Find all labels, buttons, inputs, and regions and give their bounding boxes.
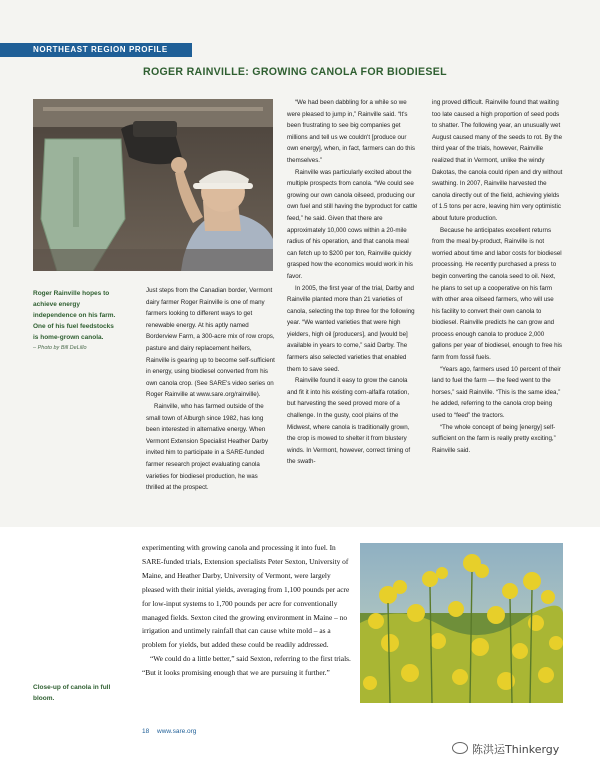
page-number: 18 (142, 728, 150, 735)
article-column-2 (287, 97, 418, 468)
section-banner: NORTHEAST REGION PROFILE (0, 43, 192, 57)
paragraph: “Years ago, farmers used 10 percent of their land to fuel the farm — the feed went to the horses,” said Rainville. “This is the same idea,” he added, referring to the canola crop being used to “feed” the tractors. (432, 365, 561, 420)
paragraph: Because he anticipates excellent returns from the meal by-product, Rainville is not worried about time and labor costs for biodiesel processing. He recently purchased a press to begin converting the canola seed to oil. Next, he plans to set up a cooperative on his farm with other area oilseed farmers, who will use his facility to convert their own canola to biodiesel. Rainville predicts he can grow and process enough canola to produce 2,000 gallons per year of biodiesel, enough to free his farm from fossil fuels. (432, 226, 563, 362)
canola-photo-illustration (360, 543, 563, 703)
paragraph: ing proved difficult. Rainville found that waiting too late caused a high proportion of seed pods to shatter. The following year, an unusually wet August caused many of the seeds to rot. By the third year of the trials, however, Rainville realized that in Vermont, unlike the windy Dakotas, the canola could ripen and dry without swathing. In 2007, Rainville harvested the canola directly out of the field, achieving yields of 1.5 tons per acre, leaving him very optimistic about future production. (432, 99, 563, 222)
paragraph: “We had been dabbling for a while so we were pleased to jump in,” Rainville said. “It's been frustrating to see big companies get millions and tell us we couldn't [produce our own energy], when, in fact, farmers can do this themselves.” (287, 99, 415, 164)
canola-photo-caption: Close-up of canola in full bloom. (33, 684, 111, 702)
photo-caption-text: Roger Rainville hopes to achieve energy independence on his farm. One of his fuel feedstocks is home-grown canola. (33, 290, 116, 341)
canola-photo (360, 543, 563, 703)
article-column-1 (146, 285, 276, 494)
chat-icon (452, 742, 468, 754)
farmer-photo (33, 99, 273, 271)
footer-url[interactable]: www.sare.org (157, 728, 197, 735)
paragraph: Just steps from the Canadian border, Vermont dairy farmer Roger Rainville is one of many farmers looking to different ways to get renewable energy. At his aptly named Borderview Farm, a 300-acre mix of row crops, pasture and dairy replacement heifers, Rainville is gearing up to become self-sufficient in energy, using biodiesel converted from his own canola crop. (See SARE's video series on Roger Rainville at www.sare.org/rainville). (146, 287, 275, 399)
paragraph: “The whole concept of being [energy] self-sufficient on the farm is really pretty exciting,” Rainville said. (432, 423, 556, 454)
paragraph: “We could do a little better,” said Sexton, referring to the first trials. “But it looks promising enough that we are pursuing it further.” (142, 654, 351, 678)
continued-column (142, 541, 354, 680)
paragraph: Rainville was particularly excited about the multiple prospects from canola. “We could see growing our own canola oilseed, producing our own fuel and still having the byproduct for cattle feed,” he said. Given that there are approximately 10,000 cows within a 20-mile radius of his operation, and that canola meal can fetch up to $200 per ton, Rainville quickly grasped how the economics would work in his favor. (287, 168, 418, 280)
farmer-photo-illustration (33, 99, 273, 271)
article-title: ROGER RAINVILLE: GROWING CANOLA FOR BIODIESEL (143, 66, 447, 78)
photo-credit: – Photo by Bill DeLillo (33, 345, 87, 351)
page-footer (142, 728, 196, 735)
paragraph: Rainville, who has farmed outside of the small town of Alburgh since 1982, has long been interested in alternative energy. When Vermont Extension Specialist Heather Darby invited him to participate in a SARE-funded farmer research project evaluating canola varieties for biodiesel production, he was thrilled at the prospect. (146, 402, 269, 492)
paragraph: experimenting with growing canola and processing it into fuel. In SARE-funded trials, Extension specialists Peter Sexton, University of Maine, and Heather Darby, University of Vermont, were largely pleased with their initial yields, averaging from 1,100 pounds per acre for low-input systems to 1,700 pounds per acre for conventionally managed fields. Sexton cited the growing environment in Maine – no irrigation and untimely rainfall that can cause white mold – as a problem for yields, but added these could be readily addressed. (142, 543, 350, 650)
farmer-photo-caption (33, 288, 121, 354)
paragraph: Rainville found it easy to grow the canola and fit it into his existing corn-alfalfa rotation, but harvesting the seed proved more of a challenge. In the gusty, cool plains of the Midwest, where canola is traditionally grown, the crop is mowed to shelter it from blustery winds. In Vermont, however, correct timing of the swath- (287, 377, 411, 466)
paragraph: In 2005, the first year of the trial, Darby and Rainville planted more than 21 varieties of canola, selecting the top three for the following year. “We wanted varieties that were high yielders, high oil [producers], and [would be] available in years to come,” said Darby. The farmers also selected varieties that enabled them to save seed. (287, 284, 415, 373)
watermark-text: 陈洪运Thinkergy (472, 743, 560, 756)
article-column-3 (432, 97, 563, 456)
watermark (452, 741, 559, 757)
